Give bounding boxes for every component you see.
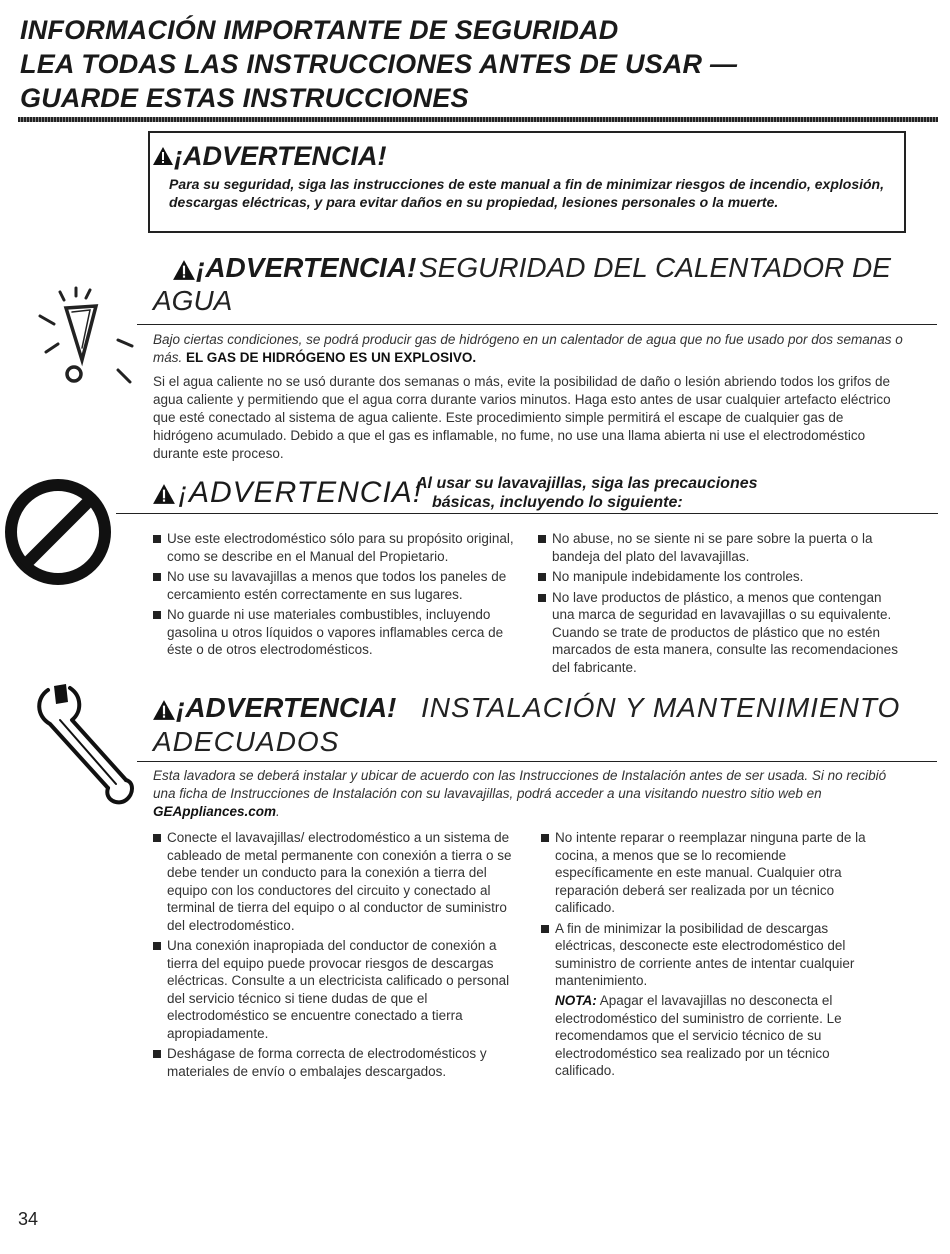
list-item: Deshágase de forma correcta de electrodomésticos y materiales de envío o embalajes descargados. (153, 1045, 513, 1080)
list-item: Una conexión inapropiada del conductor de conexión a tierra del equipo puede provocar riesgos de descargas eléctricas. Consulte a un electricista calificado o personal del servicio técnico si tiene dudas de que el electrodoméstico se encuentre conectado a tierra apropiadamente. (153, 937, 513, 1042)
water-heater-paragraph: Si el agua caliente no se usó durante dos semanas o más, evite la posibilidad de daño o lesión abriendo todos los grifos de agua caliente y permitiendo que el agua corra durante varios minutos. Haga esto antes de usar cualquier artefacto eléctrico que esté conectado al sistema de agua caliente. Este procedimiento simple permitirá el escape de cualquier gas de hidrógeno acumulado. Debido a que el gas es inflamable, no fume, no use una llama abierta ni use el electrodoméstico durante este proceso. (153, 374, 891, 461)
installation-title-2: ADECUADOS (153, 726, 340, 757)
warning-triangle-icon (152, 146, 174, 166)
note-label: NOTA: (555, 993, 597, 1008)
note-text: Apagar el lavavajillas no desconecta el electrodoméstico del suministro de corriente. Le recomendamos que el servicio técnico de su electrodoméstico sea realizado por un técnico calificado. (555, 993, 842, 1078)
installation-note (555, 992, 880, 1080)
list-item: No lave productos de plástico, a menos que contengan una marca de seguridad en lavavajillas o su equivalente. Cuando se trate de productos de plástico que no estén marcados de esta manera, consulte las recomendaciones del fabricante. (538, 589, 903, 677)
warning-triangle-icon (172, 259, 196, 281)
list-item: No manipule indebidamente los controles. (538, 568, 903, 586)
website-link[interactable]: GEAppliances.com (153, 804, 277, 819)
dishwasher-right-list (538, 530, 903, 679)
water-heater-intro-italic: Bajo ciertas condiciones, se podrá producir gas de hidrógeno en un calentador de agua que no fue usado por dos semanas o más. (153, 332, 903, 365)
water-heater-intro (153, 331, 913, 367)
list-item: A fin de minimizar la posibilidad de descargas eléctricas, desconecte este electrodoméstico del suministro de corriente antes de intentar cualquier mantenimiento. (541, 920, 871, 990)
dishwasher-heading-2: básicas, incluyendo lo siguiente: (432, 494, 683, 511)
list-item: Conecte el lavavajillas/ electrodoméstico a un sistema de cableado de metal permanente con conexión a tierra o se debe tender un conducto para la conexión a tierra del equipo con los conductores del circuito y conectado al terminal de tierra del equipo o al conductor de suministro del electrodoméstico. (153, 829, 513, 934)
warning-triangle-icon (152, 699, 176, 721)
water-heater-warning-word: ¡ADVERTENCIA! (196, 252, 417, 283)
water-heater-rule (137, 324, 937, 325)
exclamation-icon (34, 286, 144, 390)
wrench-icon (30, 680, 150, 810)
prohibition-icon (2, 476, 114, 588)
general-warning-box (148, 131, 906, 233)
list-item: Use este electrodoméstico sólo para su propósito original, como se describe en el Manual del Propietario. (153, 530, 528, 565)
warning-triangle-icon (152, 483, 176, 505)
installation-right-list (541, 829, 871, 993)
dishwasher-heading-1: Al usar su lavavajillas, siga las precauciones (416, 475, 758, 492)
dishwasher-rule (116, 513, 938, 514)
page-number: 34 (18, 1209, 39, 1229)
header-line-2: LEA TODAS LAS INSTRUCCIONES ANTES DE USAR — (20, 49, 738, 79)
list-item: No guarde ni use materiales combustibles, incluyendo gasolina u otros líquidos o vapores inflamables cerca de éste o de otros electrodomésticos. (153, 606, 528, 659)
warning-box-title: ¡ADVERTENCIA! (174, 141, 387, 171)
list-item: No abuse, no se siente ni se pare sobre la puerta o la bandeja del plato del lavavajillas. (538, 530, 903, 565)
dishwasher-left-list (153, 530, 528, 662)
water-heater-title-1: SEGURIDAD DEL CALENTADOR DE (419, 252, 891, 283)
header-rule (18, 117, 938, 122)
water-heater-title-2: AGUA (153, 285, 233, 316)
list-item: No use su lavavajillas a menos que todos los paneles de cercamiento estén correctamente en sus lugares. (153, 568, 528, 603)
installation-intro: Esta lavadora se deberá instalar y ubicar de acuerdo con las Instrucciones de Instalación antes de ser usada. Si no recibió una ficha de Instrucciones de Instalación con su lavavajillas, podrá acceder a una visitando nuestro sitio web en GEAppliances.com. (153, 768, 887, 819)
water-heater-intro-bold: EL GAS DE HIDRÓGENO ES UN EXPLOSIVO. (186, 350, 477, 365)
warning-box-body: Para su seguridad, siga las instrucciones de este manual a fin de minimizar riesgos de incendio, explosión, descargas eléctricas, y para evitar daños en su propiedad, lesiones personales o la muerte. (169, 176, 884, 210)
installation-title-1: INSTALACIÓN Y MANTENIMIENTO (421, 692, 901, 723)
installation-intro-text: Esta lavadora se deberá instalar y ubicar de acuerdo con las Instrucciones de Instalación antes de ser usada. Si no recibió una ficha de Instrucciones de Instalación con su lavavajillas, podrá acceder a una visitando nuestro sitio web en (153, 768, 887, 801)
list-item: No intente reparar o reemplazar ninguna parte de la cocina, a menos que se lo recomiende específicamente en este manual. Cualquier otra reparación deberá ser realizada por un técnico calificado. (541, 829, 871, 917)
installation-left-list (153, 829, 513, 1083)
header-line-1: INFORMACIÓN IMPORTANTE DE SEGURIDAD (20, 15, 619, 45)
dishwasher-warning-word: ¡ADVERTENCIA! (178, 476, 423, 509)
installation-warning-word: ¡ADVERTENCIA! (176, 692, 397, 723)
header-line-3: GUARDE ESTAS INSTRUCCIONES (20, 83, 469, 113)
installation-rule (137, 761, 937, 762)
